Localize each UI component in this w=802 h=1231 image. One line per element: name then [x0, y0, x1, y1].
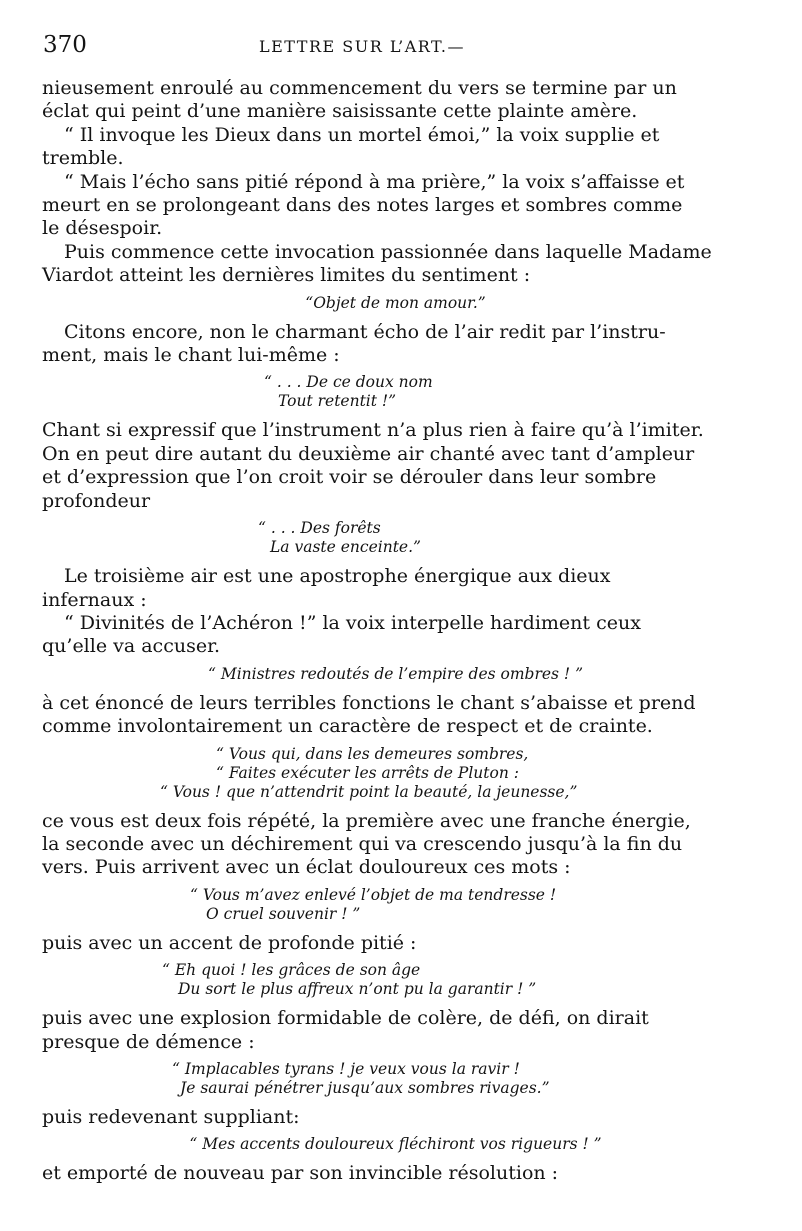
text-line: “ Divinités de l’Achéron !” la voix interpelle hardiment ceux: [64, 611, 641, 634]
text-line: ce vous est deux fois répété, la première avec une franche énergie,: [42, 809, 691, 832]
text-line: et d’expression que l’on croit voir se dérouler dans leur sombre: [42, 466, 657, 489]
text-line: meurt en se prolongeant dans des notes larges et sombres comme: [42, 194, 683, 217]
text-line: la seconde avec un déchirement qui va crescendo jusqu’à la fin du: [42, 832, 683, 855]
text-line: Citons encore, non le charmant écho de l’air redit par l’instru-: [64, 320, 666, 343]
verse-line: Tout retentit !”: [278, 392, 397, 411]
verse-line: Je saurai pénétrer jusqu’aux sombres rivages.”: [180, 1078, 550, 1097]
text-line: le désespoir.: [42, 217, 163, 240]
text-line: Chant si expressif que l’instrument n’a plus rien à faire qu’à l’imiter.: [42, 419, 704, 442]
text-line: à cet énoncé de leurs terribles fonctions le chant s’abaisse et prend: [42, 691, 696, 714]
page-body: [42, 77, 749, 1186]
text-line: puis redevenant suppliant:: [42, 1105, 300, 1128]
verse-quote: [42, 373, 749, 411]
verse-line: “ . . . Des forêts: [258, 519, 381, 538]
verse-quote: [42, 745, 749, 802]
text-line: On en peut dire autant du deuxième air chanté avec tant d’ampleur: [42, 442, 695, 465]
verse-line: “ Implacables tyrans ! je veux vous la ravir !: [172, 1059, 520, 1078]
text-line: presque de démence :: [42, 1030, 255, 1053]
verse-line: “ Mes accents douloureux fléchiront vos rigueurs ! ”: [189, 1135, 602, 1154]
verse-line: “ Vous m’avez enlevé l’objet de ma tendresse !: [190, 885, 557, 904]
text-line: infernaux :: [42, 588, 147, 611]
text-line: “ Mais l’écho sans pitié répond à ma prière,” la voix s’affaisse et: [64, 170, 685, 193]
verse-line: “Objet de mon amour.”: [305, 293, 486, 312]
verse-line: “ . . . De ce doux nom: [264, 373, 433, 392]
text-line: comme involontairement un caractère de respect et de crainte.: [42, 715, 653, 738]
text-line: et emporté de nouveau par son invincible résolution :: [42, 1162, 559, 1185]
text-line: ment, mais le chant lui-même :: [42, 344, 340, 367]
text-line: éclat qui peint d’une manière saisissante cette plainte amère.: [42, 100, 638, 123]
verse-line: La vaste enceinte.”: [270, 538, 421, 557]
page-number: 370: [43, 32, 87, 58]
page-header: [43, 32, 753, 62]
verse-line: “ Ministres redoutés de l’empire des ombres ! ”: [207, 664, 583, 683]
verse-quote: [42, 961, 749, 999]
verse-quote: [42, 665, 749, 684]
text-line: puis avec une explosion formidable de colère, de défi, on dirait: [42, 1007, 649, 1030]
verse-line: O cruel souvenir ! ”: [206, 904, 361, 923]
verse-quote: [42, 294, 749, 313]
text-line: nieusement enroulé au commencement du vers se termine par un: [42, 77, 677, 99]
text-line: profondeur: [42, 489, 151, 512]
verse-line: “ Faites exécuter les arrêts de Pluton :: [216, 763, 519, 782]
text-line: tremble.: [42, 147, 124, 170]
verse-line: “ Vous ! que n’attendrit point la beauté, la jeunesse,”: [160, 782, 578, 801]
verse-line: “ Vous qui, dans les demeures sombres,: [216, 744, 529, 763]
verse-quote: [42, 886, 749, 924]
text-line: Le troisième air est une apostrophe énergique aux dieux: [64, 565, 611, 588]
running-title: LETTRE SUR L’ART.—: [259, 37, 465, 56]
text-line: qu’elle va accuser.: [42, 635, 221, 658]
verse-quote: [42, 1135, 749, 1154]
verse-line: Du sort le plus affreux n’ont pu la garantir ! ”: [178, 980, 537, 999]
text-line: puis avec un accent de profonde pitié :: [42, 931, 417, 954]
text-line: “ Il invoque les Dieux dans un mortel émoi,” la voix supplie et: [64, 123, 660, 146]
verse-quote: [42, 519, 749, 557]
verse-line: “ Eh quoi ! les grâces de son âge: [162, 961, 421, 980]
text-line: Puis commence cette invocation passionnée dans laquelle Madame: [64, 240, 712, 263]
text-line: vers. Puis arrivent avec un éclat douloureux ces mots :: [42, 856, 571, 879]
verse-quote: [42, 1060, 749, 1098]
text-line: Viardot atteint les dernières limites du sentiment :: [42, 264, 531, 287]
